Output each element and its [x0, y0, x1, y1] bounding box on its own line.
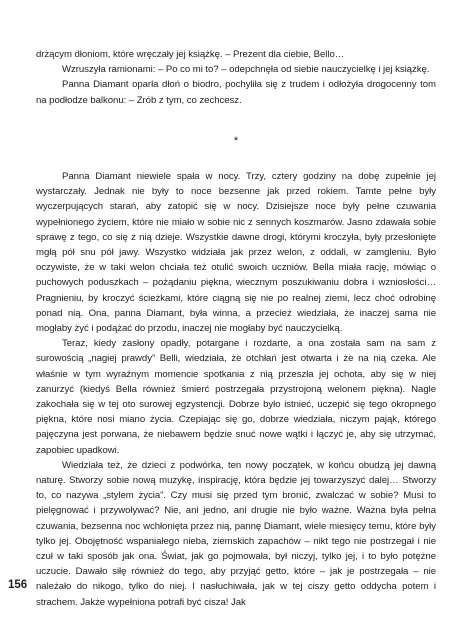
paragraph: Wzruszyła ramionami: – Po co mi to? – odepchnęła od siebie nauczycielkę i jej książkę.: [62, 64, 430, 76]
main-text-block: [36, 169, 436, 610]
paragraph: Panna Diamant oparła dłoń o biodro, pochyliła się z trudem i odłożyła drogocenny tom na podłodze balkonu: – Zrób z tym, co zechcesz.: [36, 79, 436, 106]
paragraph: Teraz, kiedy zasłony opadły, potargane i rozdarte, a ona została sam na sam z surowością „nagiej prawdy” Belli, wiedziała, że otchłań jest otwarta i że na nią czeka. Ale właśnie w tym wyraźnym momencie spotkania z nią przeszła jej ochota, aby się w niej zanurzyć (kiedyś Bella również śmierć postrzegała przystrojoną welonem piękna). Nagle zakochała się w tej oto surowej egzystencji. Dobrze było istnieć, uczepić się tego okropnego piękna, które nosi miano życia. Czepiając się go, dobrze wiedziała, niczym pająk, którego pajęczyna jest porwana, że niebawem będzie snuć nowe wątki i łączyć je, aby się utrzymać, zapobiec upadkowi.: [36, 338, 436, 456]
paragraph: drżącym dłoniom, które wręczały jej książkę. – Prezent dla ciebie, Bello…: [36, 49, 345, 60]
paragraph: Wiedziała też, że dzieci z podwórka, ten nowy początek, w końcu obudzą jej dawną naturę. Stworzy sobie nową muzykę, inspirację, która będzie jej towarzyszyć dalej… Stworzy to, co nazywa „stylem życia”. Czy musi się przed tym bronić, zwalczać w sobie? Musi to pielęgnować i przywoływać? Nie, ani jedno, ani drugie nie było ważne. Ważna była pełna czuwania, bezsenna noc wchłonięta przez nią, pannę Diamant, wiele miesięcy temu, które były tylko jej. Obojętność wspaniałego nieba, ziemskich zapachów – nikt tego nie postrzegał i nie czuł w taki sposób jak ona. Świat, jak go pojmowała, był niczyj, tylko jej, i to było potężne uczucie. Dawało siłę również do tego, aby przyjąć getto, które – jak je postrzegała – nie należało do nikogo, tylko do niej. I nasłuchiwała, jak w tej ciszy getto oddycha potem i strachem. Jakże wypełniona potrafi być cisza! Jak: [36, 459, 436, 608]
paragraph: Panna Diamant niewiele spała w nocy. Trzy, cztery godziny na dobę zupełnie jej wystarczały. Jednak nie były to noce bezsenne jak przed rokiem. Tamte pełne były wyczerpujących starań, aby zatopić się w nocy. Dzisiejsze noce były pełne czuwania wypełnionego życiem, które nie miało w sobie nic z sennych koszmarów. Jasno zdawała sobie sprawę z tego, co się z nią dzieje. Wszystkie dawne drogi, którymi kroczyła, były przesłonięte mgłą pół snu pół jawy. Wszystko widziała jak przez welon, z oddali, w zamgleniu. Było oczywiste, że w taki welon chciała też otulić swoich uczniów. Bella miała rację, mówiąc o puchowych poduszkach – pożądaniu piękna, wiecznym poszukiwaniu dobra i wzniosłości… Pragnieniu, by kroczyć ścieżkami, które ciągną się nie po realnej ziemi, lecz choć odrobinę ponad nią. Ona, panna Diamant, była winna, a przecież wiedziała, że inaczej sama nie mogłaby żyć i podążać do przodu, inaczej nie mogłaby być nauczycielką.: [36, 171, 436, 335]
page-number: 156: [8, 579, 28, 591]
section-separator: *: [233, 135, 239, 147]
top-text-block: [36, 47, 436, 108]
